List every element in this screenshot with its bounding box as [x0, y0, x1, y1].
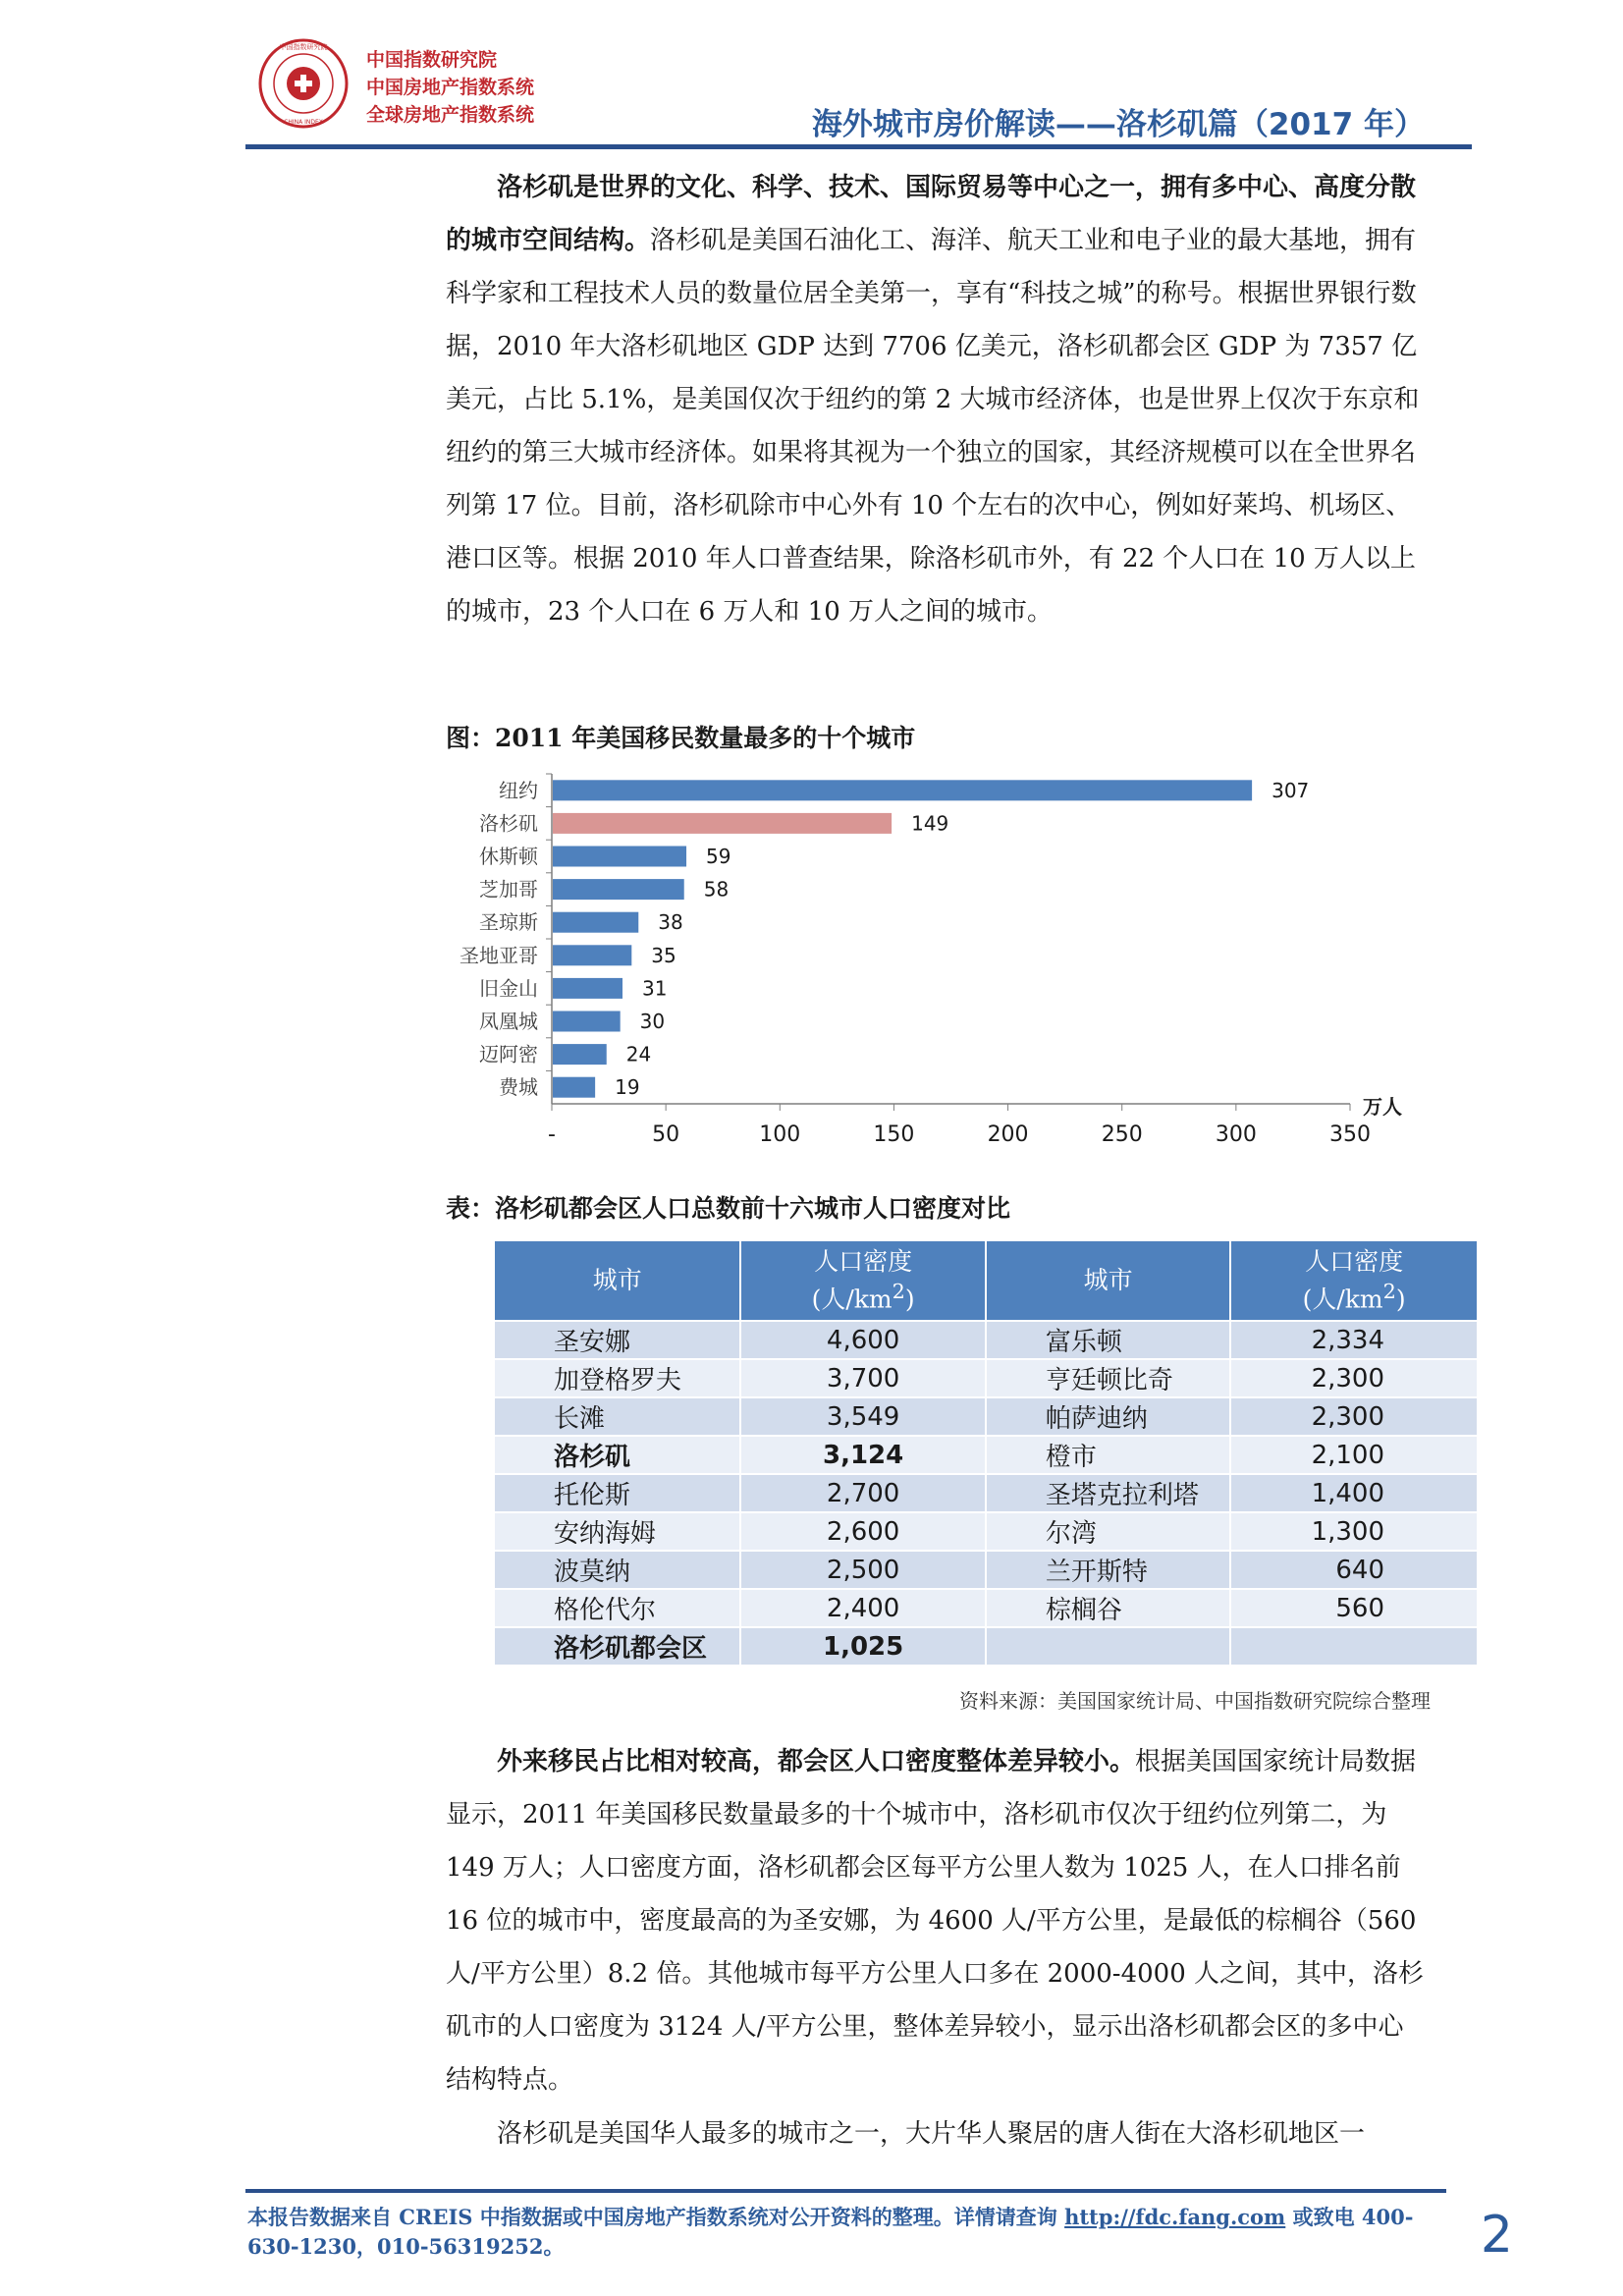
chart-caption: 图：2011 年美国移民数量最多的十个城市: [446, 724, 916, 752]
header-density-2: 人口密度 (人$/km^2$): [1230, 1240, 1478, 1321]
value-label: 38: [658, 910, 683, 935]
header-city-1: 城市: [494, 1240, 740, 1321]
bar-4: [553, 912, 638, 933]
population-density-table: [493, 1239, 1479, 1667]
city-cell: 帕萨迪纳: [986, 1397, 1230, 1436]
category-label: 迈阿密: [479, 1042, 538, 1066]
table-row-los-angeles: [494, 1436, 1478, 1474]
immigration-bar-chart: [432, 762, 1414, 1155]
org-name-3: 全球房地产指数系统: [366, 104, 535, 126]
closing-line: 洛杉矶是美国华人最多的城市之一，大片华人聚居的唐人街在大洛杉矶地区一: [497, 2119, 1366, 2149]
table-row: [494, 1551, 1478, 1589]
city-cell: 兰开斯特: [986, 1551, 1230, 1589]
city-cell: 洛杉矶都会区: [494, 1627, 740, 1666]
bar-6: [553, 978, 622, 999]
density-cell: 1,300: [1230, 1512, 1478, 1551]
bar-0: [553, 780, 1252, 800]
table-header-row: [494, 1240, 1478, 1321]
analysis-text: 根据美国国家统计局数据显示，2011 年美国移民数量最多的十个城市中，洛杉矶市仅次于纽约位列第二，为 149 万人；人口密度方面，洛杉矶都会区每平方公里人数为 1025 人，在人口排名前 16 位的城市中，密度最高的为圣安娜，为 4600 人/平方公里，是最低的棕榈谷（560 人/平方公里）8.2 倍。其他城市每平方公里人口多在 2000-4000 人之间，其中，洛杉矶市的人口密度为 3124 人/平方公里，整体差异较小，显示出洛杉矶都会区的多中心结构特点。: [446, 1747, 1425, 2095]
table-row: [494, 1512, 1478, 1551]
x-tick-label: -: [548, 1122, 556, 1147]
org-name-2: 中国房地产指数系统: [366, 77, 535, 98]
value-label: 59: [706, 845, 731, 868]
value-label: 149: [911, 811, 949, 836]
density-cell: 2,100: [1230, 1436, 1478, 1474]
table-source: 资料来源：美国国家统计局、中国指数研究院综合整理: [959, 1689, 1431, 1713]
city-cell: 圣安娜: [494, 1321, 740, 1359]
category-label: 纽约: [499, 778, 538, 802]
intro-text: 洛杉矶是美国石油化工、海洋、航天工业和电子业的最大基地，拥有科学家和工程技术人员的数量位居全美第一，享有“科技之城”的称号。根据世界银行数据，2010 年大洛杉矶地区 GDP 达到 7706 亿美元，洛杉矶都会区 GDP 为 7357 亿美元，占比 5.1%，是美国仅次于纽约的第 2 大城市经济体，也是世界上仅次于东京和纽约的第三大城市经济体。如果将其视为一个独立的国家，其经济规模可以在全世界名列第 17 位。目前，洛杉矶除市中心外有 10 个左右的次中心，例如好莱坞、机场区、港口区等。根据 2010 年人口普查结果，除洛杉矶市外，有 22 个人口在 10 万人以上的城市，23 个人口在 6 万人和 10 万人之间的城市。: [446, 226, 1420, 627]
bar-7: [553, 1011, 621, 1032]
value-label: 58: [703, 877, 730, 902]
value-label: 307: [1271, 778, 1310, 802]
bar-2: [553, 847, 686, 867]
city-cell: 安纳海姆: [494, 1512, 740, 1551]
bar-5: [553, 945, 631, 965]
city-cell: 长滩: [494, 1397, 740, 1436]
table-row: [494, 1359, 1478, 1397]
bar-1: [553, 813, 892, 834]
city-cell: 橙市: [986, 1436, 1230, 1474]
density-cell: 3,124: [740, 1436, 985, 1474]
density-cell: 2,700: [740, 1474, 985, 1512]
header-city-2: 城市: [986, 1240, 1230, 1321]
value-label: 24: [625, 1042, 652, 1066]
closing-paragraph: [446, 2107, 1428, 2160]
svg-text:中国指数研究院: 中国指数研究院: [279, 43, 328, 51]
city-cell: 富乐顿: [986, 1321, 1230, 1359]
analysis-bold-sentence: 外来移民占比相对较高，都会区人口密度整体差异较小。: [497, 1747, 1136, 1777]
table-row: [494, 1397, 1478, 1436]
page-number: 2: [1480, 2206, 1513, 2265]
x-tick-label: 150: [873, 1122, 915, 1147]
report-title: 海外城市房价解读——洛杉矶篇（2017 年）: [811, 107, 1425, 142]
category-label: 凤凰城: [479, 1010, 538, 1033]
density-cell: [1230, 1627, 1478, 1666]
footer-rule: [245, 2189, 1446, 2193]
density-cell: 560: [1230, 1589, 1478, 1627]
header-rule: [245, 144, 1472, 149]
density-cell: 1,025: [740, 1627, 985, 1666]
category-label: 费城: [499, 1075, 538, 1100]
x-tick-label: 200: [987, 1122, 1029, 1147]
category-label: 旧金山: [479, 976, 538, 1001]
x-tick-label: 250: [1101, 1122, 1143, 1147]
bar-8: [553, 1044, 607, 1065]
city-cell: 洛杉矶: [494, 1436, 740, 1474]
svg-text:CHINA INDEX: CHINA INDEX: [284, 119, 323, 126]
x-tick-label: 50: [652, 1122, 680, 1147]
footer-text-post: 或致电 400-630-1230，010-56319252。: [247, 2205, 1414, 2259]
value-label: 35: [651, 943, 676, 967]
city-cell: 格伦代尔: [494, 1589, 740, 1627]
value-label: 30: [639, 1010, 666, 1033]
density-cell: 2,400: [740, 1589, 985, 1627]
footer-link[interactable]: http://fdc.fang.com: [1064, 2205, 1286, 2229]
value-label: 19: [615, 1075, 640, 1100]
bar-3: [553, 879, 684, 900]
category-label: 洛杉矶: [479, 811, 538, 836]
density-cell: 2,300: [1230, 1397, 1478, 1436]
china-index-academy-logo: [257, 37, 350, 130]
city-cell: 棕榈谷: [986, 1589, 1230, 1627]
density-cell: 2,300: [1230, 1359, 1478, 1397]
category-label: 芝加哥: [479, 877, 538, 902]
table-row-metro-total: [494, 1627, 1478, 1666]
analysis-paragraph: [446, 1735, 1428, 2106]
x-tick-label: 100: [759, 1122, 801, 1147]
org-name-1: 中国指数研究院: [366, 49, 498, 71]
category-label: 休斯顿: [479, 845, 538, 868]
city-cell: [986, 1627, 1230, 1666]
footer-text: [247, 2203, 1445, 2262]
x-tick-label: 300: [1215, 1122, 1257, 1147]
intro-paragraph: [446, 161, 1428, 638]
city-cell: 亨廷顿比奇: [986, 1359, 1230, 1397]
density-cell: 1,400: [1230, 1474, 1478, 1512]
city-cell: 加登格罗夫: [494, 1359, 740, 1397]
category-label: 圣地亚哥: [460, 943, 538, 967]
table-row: [494, 1589, 1478, 1627]
city-cell: 尔湾: [986, 1512, 1230, 1551]
city-cell: 圣塔克拉利塔: [986, 1474, 1230, 1512]
value-label: 31: [642, 976, 668, 1001]
density-cell: 3,549: [740, 1397, 985, 1436]
city-cell: 托伦斯: [494, 1474, 740, 1512]
density-cell: 2,334: [1230, 1321, 1478, 1359]
bar-9: [553, 1077, 595, 1098]
footer-text-pre: 本报告数据来自 CREIS 中指数据或中国房地产指数系统对公开资料的整理。详情请查询: [247, 2205, 1065, 2229]
x-axis-unit: 万人: [1363, 1095, 1402, 1119]
header-density-1: 人口密度 (人$/km^2$): [740, 1240, 985, 1321]
category-label: 圣琼斯: [479, 910, 538, 935]
table-caption: 表：洛杉矶都会区人口总数前十六城市人口密度对比: [446, 1194, 1011, 1223]
city-cell: 波莫纳: [494, 1551, 740, 1589]
x-tick-label: 350: [1329, 1122, 1371, 1147]
table-row: [494, 1321, 1478, 1359]
density-cell: 3,700: [740, 1359, 985, 1397]
density-cell: 2,500: [740, 1551, 985, 1589]
intro-bold-sentence: 洛杉矶是世界的文化、科学、技术、国际贸易等中心之一，拥有多中心、高度分散的城市空间结构。: [446, 173, 1417, 255]
table-row: [494, 1474, 1478, 1512]
density-cell: 2,600: [740, 1512, 985, 1551]
density-cell: 4,600: [740, 1321, 985, 1359]
density-cell: 640: [1230, 1551, 1478, 1589]
